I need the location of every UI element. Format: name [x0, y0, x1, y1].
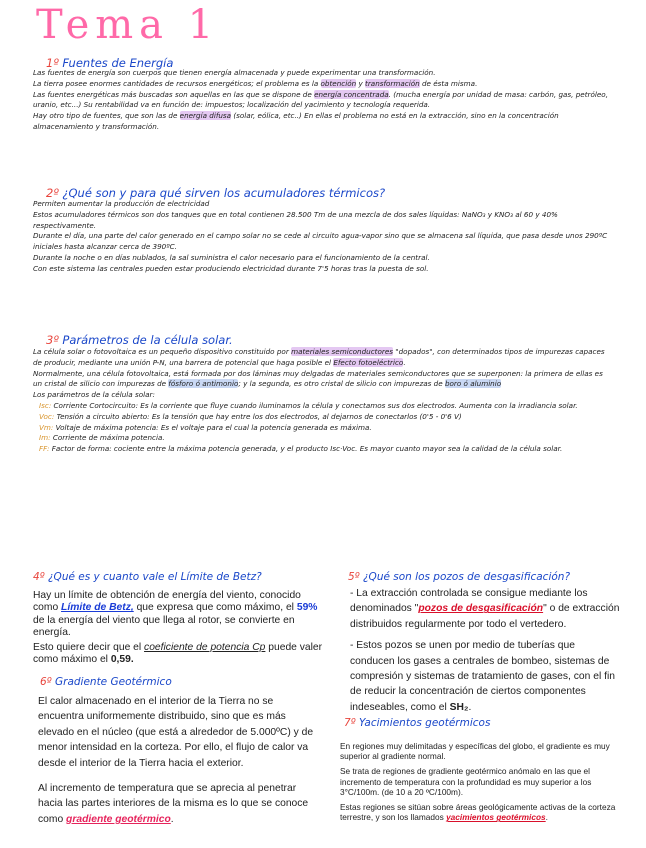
section-6-number: 6º	[40, 676, 52, 688]
s6-paragraph-1: El calor almacenado en el interior de la Tierra no se encuentra uniformemente distribuido, sino que es más elevado en el núcleo (que está a alrededor de 5.000ºC) y de menor intensidad en la corteza. Por ello, el flujo de calor va desde el interior de la Tierra hacia el exterior.	[38, 696, 314, 769]
page-title: Tema 1	[36, 2, 220, 48]
s1-paragraph-4: Hay otro tipo de fuentes, que son las de energía difusa (solar, eólica, etc..) En ellas el problema no está en la extracción, sino en la concentración almacenamiento y transformación.	[33, 111, 559, 131]
section-2-number: 2º	[46, 186, 59, 200]
section-1-body	[33, 68, 613, 133]
section-5-number: 5º	[348, 571, 360, 583]
section-3-number: 3º	[46, 333, 59, 347]
param-im: Im: Corriente de máxima potencia.	[39, 433, 165, 443]
section-2-title: ¿Qué son y para qué sirven los acumuladores térmicos?	[62, 186, 386, 200]
s2-paragraph-2: Estos acumuladores térmicos son dos tanques que en total contienen 28.500 Tm de una mezcla de dos sales líquidas: NaNO₃ y KNO₃ al 60 y 40% respectivamente.	[33, 209, 558, 230]
section-3-heading	[46, 333, 233, 347]
section-4-heading	[33, 571, 262, 583]
s2-paragraph-1: Permiten aumentar la producción de electricidad	[33, 199, 210, 208]
s7-paragraph-2: Se trata de regiones de gradiente geotérmico anómalo en las que el incremento de temperatura con la profundidad es muy superior a los 3°C/100m. (de 10 a 20 ºC/100m).	[340, 766, 592, 797]
param-vm: Vm: Voltaje de máxima potencia: Es el voltaje para el cual la potencia generada es máxima.	[39, 422, 372, 432]
section-7-title: Yacimientos geotérmicos	[358, 717, 491, 729]
s1-paragraph-1: Las fuentes de energía son cuerpos que tienen energía almacenada y puede experimentar una transformación.	[33, 68, 436, 77]
section-3-title: Parámetros de la célula solar.	[62, 333, 233, 347]
s3-paragraph-1: La célula solar o fotovoltaica es un pequeño dispositivo constituido por materiales semiconductores "dopados", con determinados tipos de impurezas capaces de producir, mediante una unión P-N, una barrera de potencial que haga posible el Efecto fotoeléctrico.	[33, 347, 605, 367]
s3-paragraph-3: Los parámetros de la célula solar:	[33, 390, 155, 400]
section-2-body	[33, 199, 613, 275]
param-isc: Isc: Corriente Cortocircuito: Es la corriente que fluye cuando iluminamos la célula y conectamos sus dos electrodos. Aumenta con la irradiancia solar.	[39, 400, 578, 410]
s2-paragraph-3: Durante el día, una parte del calor generado en el campo solar no se cede al circuito agua-vapor sino que se almacena sal líquida, que pasa desde unos 290ºC iniciales hasta alcanzar cerca de 390ºC.	[33, 231, 608, 252]
section-7-body	[340, 741, 625, 824]
section-5-title: ¿Qué son los pozos de desgasificación?	[362, 571, 571, 583]
section-7-heading	[344, 717, 490, 729]
s5-item-1: - La extracción controlada se consigue mediante los denominados "pozos de desgasificación" o de extracción distribuidos regularmente por todo el vertedero.	[350, 588, 620, 630]
s3-paragraph-2: Normalmente, una célula fotovoltaica, está formada por dos láminas muy delgadas de materiales semiconductores que se superponen: la primera de ellas es un cristal de silicio con impurezas de fósforo ó antimonio; y la segunda, es otro cristal de silicio con impurezas de boro ó aluminio	[33, 368, 603, 389]
highlight-energia-concentrada: energía concentrada	[314, 89, 389, 99]
s1-paragraph-2: La tierra posee enormes cantidades de recursos energéticos; el problema es la obtención y transformación de ésta misma.	[33, 78, 478, 88]
s2-paragraph-4: Durante la noche o en días nublados, la sal suministra el calor necesario para el funcionamiento de la central.	[33, 252, 430, 262]
section-4-title: ¿Qué es y cuanto vale el Límite de Betz?	[47, 571, 262, 583]
section-4-number: 4º	[33, 571, 45, 583]
highlight-materiales-semiconductores: materiales semiconductores	[291, 347, 394, 356]
section-6-title: Gradiente Geotérmico	[54, 676, 172, 688]
highlight-obtencion: obtención	[320, 78, 357, 88]
highlight-boro: boro ó aluminio	[444, 379, 502, 389]
section-4-body	[33, 590, 323, 668]
highlight-energia-difusa: energía difusa	[179, 111, 232, 121]
highlight-efecto-fotoelectrico: Efecto fotoeléctrico	[333, 357, 404, 367]
s4-paragraph-2: Esto quiere decir que el coeficiente de potencia Cp puede valer como máximo el 0,59.	[33, 641, 323, 666]
betz-link[interactable]: Límite de Betz,	[61, 602, 134, 614]
s5-item-2: - Estos pozos se unen por medio de tuberías que conducen los gases a centrales de bombeo, sistemas de compresión y sistemas de tratamiento de gases, con el fin de reducir la concentración de ciertos componentes indeseables, como el SH₂.	[350, 640, 615, 713]
section-6-heading	[40, 676, 172, 688]
s6-paragraph-2: Al incremento de temperatura que se aprecia al penetrar hacia las partes interiores de la misma es lo que se conoce como gradiente geotérmico.	[38, 783, 309, 825]
param-voc: Voc: Tensión a circuito abierto: Es la tensión que hay entre los dos electrodos, al dejarnos de conectarlos (0'5 - 0'6 V)	[39, 411, 462, 421]
highlight-fosforo: fósforo ó antimonio	[168, 379, 239, 389]
section-3-body	[33, 347, 613, 455]
highlight-transformacion: transformación	[365, 78, 420, 88]
s7-paragraph-3: Estas regiones se sitúan sobre áreas geológicamente activas de la corteza terrestre, y son los llamados yacimientos geotérmicos.	[340, 802, 616, 823]
pozos-link[interactable]: pozos de desgasificación	[418, 603, 544, 615]
section-2-heading	[46, 186, 385, 200]
section-1-title: Fuentes de Energía	[62, 56, 174, 70]
section-5-heading	[348, 571, 570, 583]
section-7-number: 7º	[344, 717, 356, 729]
s4-paragraph-1: Hay un límite de obtención de energía del viento, conocido como Límite de Betz, que expresa que como máximo, el 59% de la energía del viento que llega al rotor, se convierte en energía.	[33, 590, 318, 639]
section-1-number: 1º	[46, 56, 59, 70]
param-ff: FF: Factor de forma: cociente entre la máxima potencia generada, y el producto Isc·Voc. Es mayor cuanto mayor sea la calidad de la célula solar.	[39, 444, 563, 454]
s1-paragraph-3: Las fuentes energéticas más buscadas son aquellas en las que se dispone de energía concentrada. (mucha energía por unidad de masa: carbón, gas, petróleo, uranio, etc...) Su rentabilidad va en función de: impuestos; localización del yacimiento y tecnología requerida.	[33, 89, 608, 110]
s2-paragraph-5: Con este sistema las centrales pueden estar produciendo electricidad durante 7'5 horas tras la puesta de sol.	[33, 263, 429, 273]
section-5-body	[350, 586, 620, 721]
gradiente-geotermico-link[interactable]: gradiente geotérmico	[66, 813, 171, 825]
s7-paragraph-1: En regiones muy delimitadas y específicas del globo, el gradiente es muy superior al gradiente normal.	[340, 741, 610, 762]
section-6-body	[38, 694, 316, 829]
yacimientos-link[interactable]: yacimientos geotérmicos	[446, 812, 546, 823]
